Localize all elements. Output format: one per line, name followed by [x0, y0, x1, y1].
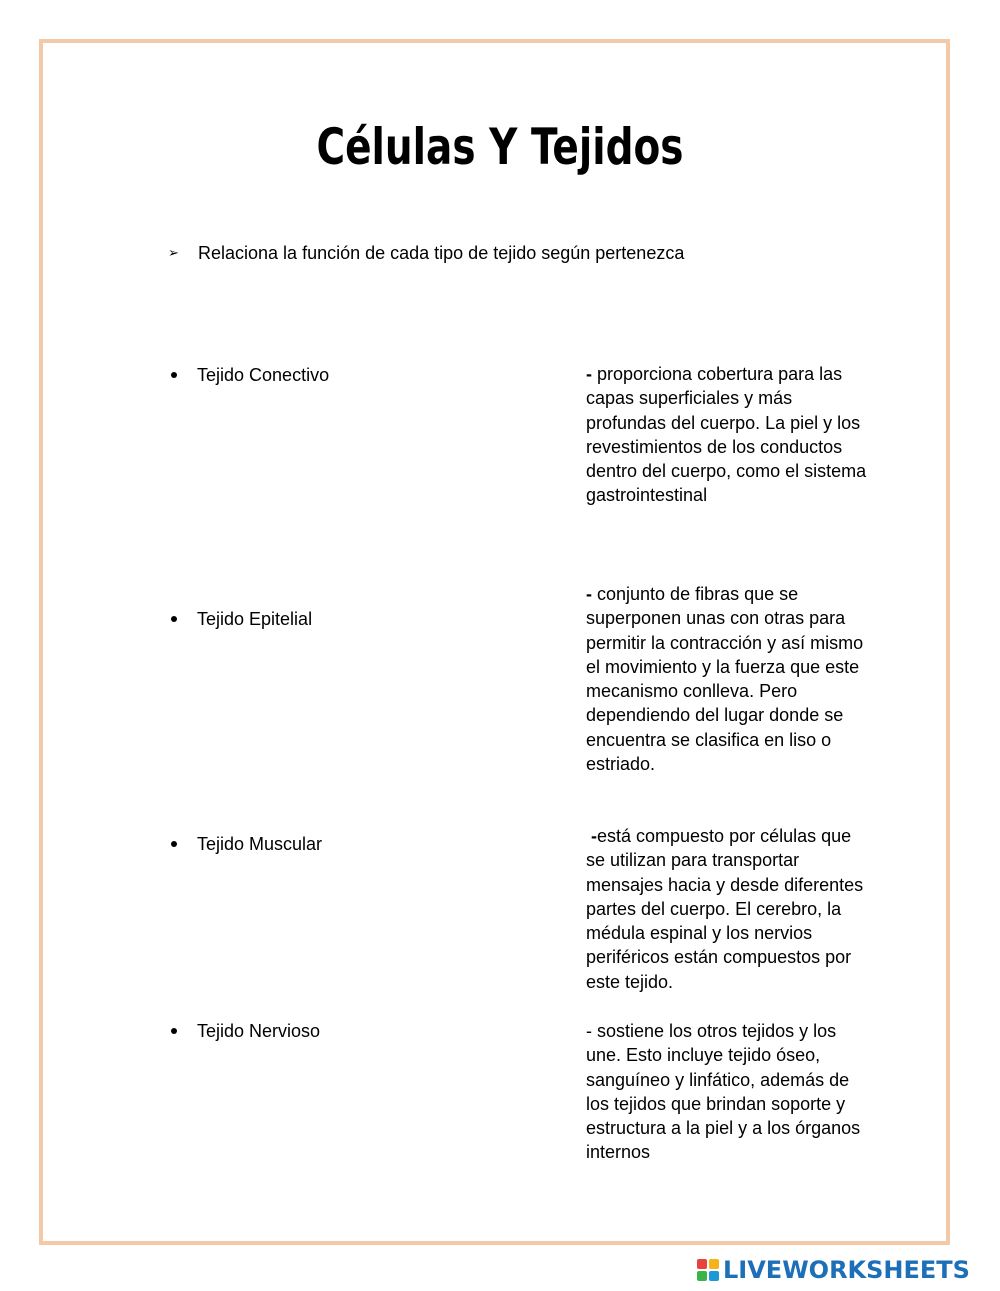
term-item[interactable]	[168, 832, 322, 856]
bullet-icon	[171, 616, 177, 622]
logo-square	[697, 1271, 707, 1281]
definition-dash: -	[586, 584, 597, 604]
bullet-icon	[171, 1028, 177, 1034]
term-label: Tejido Nervioso	[197, 1021, 321, 1041]
logo-square	[709, 1271, 719, 1281]
term-label: Tejido Conectivo	[197, 365, 330, 385]
bullet-icon	[171, 841, 177, 847]
definition-text: proporciona cobertura para las capas superficiales y más profundas del cuerpo. La piel y los revestimientos de los conductos dentro del cuerpo, como el sistema gastrointestinal	[586, 364, 867, 506]
term-item[interactable]	[168, 363, 329, 387]
arrow-bullet-icon: ➢	[168, 245, 179, 260]
term-label: Tejido Muscular	[197, 834, 323, 854]
logo-square	[697, 1259, 707, 1269]
term-item[interactable]	[168, 607, 312, 631]
brand-name: LIVEWORKSHEETS	[723, 1256, 970, 1284]
instruction	[168, 241, 684, 265]
definition-dash: -	[586, 826, 597, 846]
definition-item[interactable]	[586, 362, 871, 508]
term-item[interactable]	[168, 1019, 320, 1043]
definition-item[interactable]	[586, 1019, 871, 1165]
brand-watermark	[697, 1256, 970, 1284]
logo-square	[709, 1259, 719, 1269]
bullet-icon	[171, 372, 177, 378]
page-title: Células Y Tejidos	[316, 118, 684, 176]
term-label: Tejido Epitelial	[197, 609, 313, 629]
definition-dash: -	[586, 364, 597, 384]
instruction-text: Relaciona la función de cada tipo de tejido según pertenezca	[198, 243, 685, 263]
definition-text: - sostiene los otros tejidos y los une. Esto incluye tejido óseo, sanguíneo y linfático, además de los tejidos que brindan soporte y estructura a la piel y a los órganos internos	[586, 1021, 861, 1163]
definition-text: está compuesto por células que se utilizan para transportar mensajes hacia y desde diferentes partes del cuerpo. El cerebro, la médula espinal y los nervios periféricos están compuestos por este tejido.	[586, 826, 864, 992]
definition-text: conjunto de fibras que se superponen unas con otras para permitir la contracción y así mismo el movimiento y la fuerza que este mecanismo conlleva. Pero dependiendo del lugar donde se encuentra se clasifica en liso o estriado.	[586, 584, 864, 775]
liveworksheets-logo-icon	[697, 1259, 719, 1281]
definition-item[interactable]	[586, 824, 871, 994]
definition-item[interactable]	[586, 582, 871, 776]
